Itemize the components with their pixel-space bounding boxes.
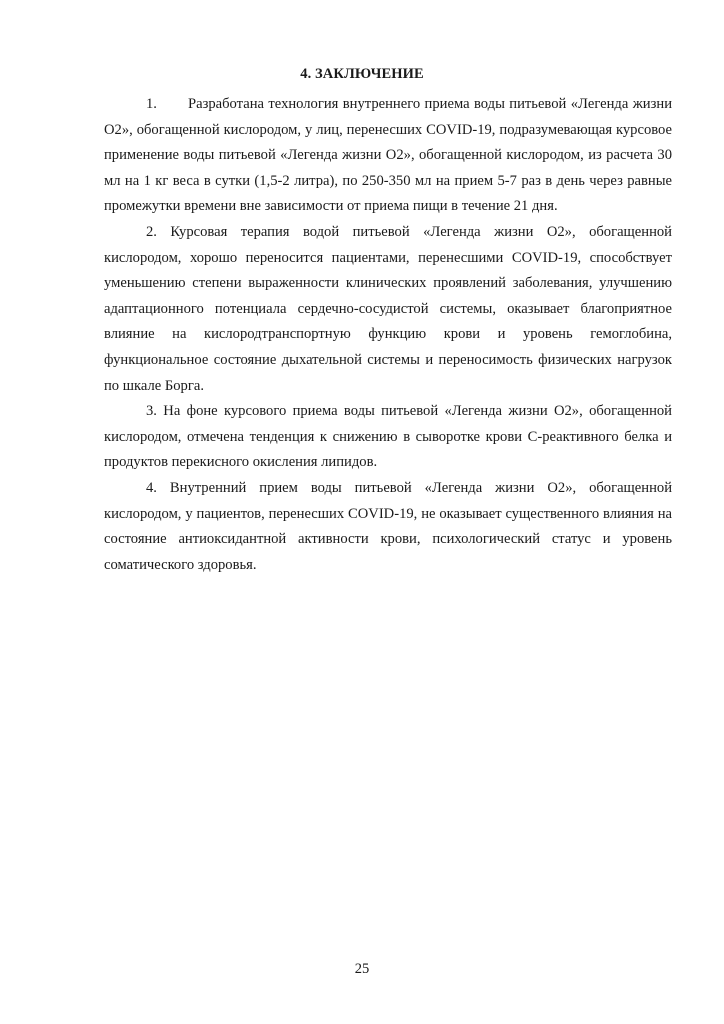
item-text: На фоне курсового приема воды питьевой «Легенда жизни О2», обогащенной кислородом, отмечена тенденция к снижению в сыворотке крови С-реактивного белка и продуктов перекисного окисления липидов. <box>104 403 672 471</box>
conclusion-item-4 <box>104 476 672 578</box>
section-heading: 4. ЗАКЛЮЧЕНИЕ <box>300 66 424 82</box>
item-number: 1. <box>146 96 157 112</box>
item-number: 2. <box>146 223 157 240</box>
conclusion-item-3 <box>104 399 672 476</box>
conclusion-item-1 <box>104 92 672 220</box>
item-number: 4. <box>146 479 157 496</box>
item-text: Курсовая терапия водой питьевой «Легенда жизни О2», обогащенной кислородом, хорошо переносится пациентами, перенесшими COVID-19, способствует уменьшению степени выраженности клинических проявлений заболевания, улучшению адаптационного потенциала сердечно-сосудистой системы, оказывает благоприятное влияние на кислородтранспортную функцию крови и уровень гемоглобина, функциональное состояние дыхательной системы и переносимость физических нагрузок по шкале Борга. <box>104 223 672 394</box>
page-number: 25 <box>354 961 370 977</box>
item-text: Разработана технология внутреннего приема воды питьевой «Легенда жизни О2», обогащенной кислородом, у лиц, перенесших COVID-19, подразумевающая курсовое применение воды питьевой «Легенда жизни О2», обогащенной кислородом, из расчета 30 мл на 1 кг веса в сутки (1,5-2 литра), по 250-350 мл на прием 5-7 раз в день через равные промежутки времени вне зависимости от приема пищи в течение 21 дня. <box>104 96 672 215</box>
conclusion-item-2 <box>104 220 672 399</box>
item-text: Внутренний прием воды питьевой «Легенда жизни О2», обогащенной кислородом, у пациентов, перенесших COVID-19, не оказывает существенного влияния на состояние антиоксидантной активности крови, психологический статус и уровень соматического здоровья. <box>104 479 672 573</box>
conclusion-body <box>104 92 672 578</box>
item-number: 3. <box>146 403 157 420</box>
